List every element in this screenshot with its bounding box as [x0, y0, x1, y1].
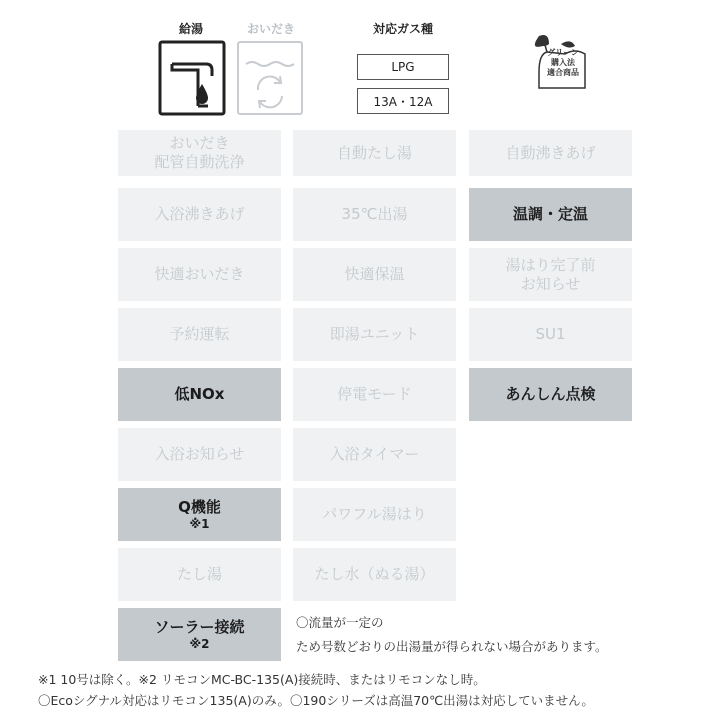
feature-label: おいだき	[169, 134, 230, 152]
feature-anshin-tenken	[469, 368, 632, 421]
feature-label: 快適保温	[344, 265, 405, 283]
feature-tashiyu	[118, 548, 281, 601]
feature-label: 快適おいだき	[154, 265, 245, 283]
feature-jidou-tashiyu	[293, 130, 456, 176]
feature-label: 入浴沸きあげ	[154, 205, 245, 223]
feature-low-nox	[118, 368, 281, 421]
feature-jidou-wakiage	[469, 130, 632, 176]
feature-label: 停電モード	[337, 385, 412, 403]
feature-label: 自動たし湯	[336, 143, 412, 162]
flow-note-line-1: 〇流量が一定の	[296, 615, 384, 630]
feature-su1	[469, 308, 632, 361]
gas-title: 対応ガス種	[372, 22, 433, 36]
feature-label: 即湯ユニット	[329, 325, 420, 343]
feature-kaiteki-hoon	[293, 248, 456, 301]
feature-label: 温調・定温	[512, 205, 588, 223]
feature-label: お知らせ	[520, 274, 581, 293]
kyuto-label: 給湯	[178, 22, 203, 36]
flow-note-line-2: ため号数どおりの出湯量が得られない場合があります。	[296, 639, 608, 654]
feature-label: ソーラー接続	[154, 618, 245, 636]
feature-label: たし湯	[176, 565, 222, 583]
gas-type-13a: 13A・12A	[357, 88, 449, 114]
oidaki-label: おいだき	[246, 22, 295, 36]
feature-nyuyoku-oshirase	[118, 428, 281, 481]
feature-powerful-yuhari	[293, 488, 456, 541]
feature-q-kinou	[118, 488, 281, 541]
green-purchase-mark	[543, 48, 583, 78]
feature-yoyaku-unten	[118, 308, 281, 361]
feature-label: 予約運転	[169, 325, 230, 343]
feature-sokuyu-unit	[293, 308, 456, 361]
feature-tashimizu-nuruyu	[293, 548, 456, 601]
feature-footnote-mark: ※2	[189, 637, 210, 651]
feature-label: パワフル湯はり	[322, 505, 427, 523]
feature-label: あんしん点検	[505, 385, 596, 403]
feature-label: 湯はり完了前	[505, 255, 596, 274]
feature-label: たし水（ぬる湯）	[314, 565, 435, 583]
footnote-line-1: ※1 10号は除く。※2 リモコンMC-BC-135(A)接続時、またはリモコンなし時。	[38, 672, 486, 687]
feature-label: 入浴お知らせ	[154, 445, 245, 463]
feature-label: 低NOx	[174, 385, 225, 403]
feature-solar-setsuzoku	[118, 608, 281, 661]
kyuto-icon	[158, 40, 226, 116]
feature-label: 35℃出湯	[341, 205, 408, 223]
feature-label: SU1	[535, 325, 566, 343]
feature-kaiteki-oidaki	[118, 248, 281, 301]
gas-type-lpg: LPG	[357, 54, 449, 80]
feature-label: 自動沸きあげ	[505, 143, 596, 162]
oidaki-icon	[236, 40, 304, 116]
feature-teiden-mode	[293, 368, 456, 421]
feature-label: Q機能	[178, 498, 221, 516]
green-mark-line-1: グリーン	[547, 48, 579, 57]
feature-label: 配管自動洗浄	[154, 153, 245, 171]
feature-35c-shutsuyu	[293, 188, 456, 241]
feature-nyuyoku-timer	[293, 428, 456, 481]
green-mark-line-3: 適合商品	[547, 68, 579, 77]
feature-oidaki-haikan-jidou-senjou	[118, 130, 281, 176]
feature-onchou-teion	[469, 188, 632, 241]
feature-nyuyoku-wakiage	[118, 188, 281, 241]
feature-footnote-mark: ※1	[189, 517, 210, 531]
green-mark-line-2: 購入法	[551, 58, 575, 67]
footnote-line-2: 〇Ecoシグナル対応はリモコン135(A)のみ。〇190シリーズは高温70℃出湯は対応していません。	[38, 693, 594, 708]
feature-label: 入浴タイマー	[329, 445, 420, 463]
feature-yuhari-kanryoumae-oshirase	[469, 248, 632, 301]
